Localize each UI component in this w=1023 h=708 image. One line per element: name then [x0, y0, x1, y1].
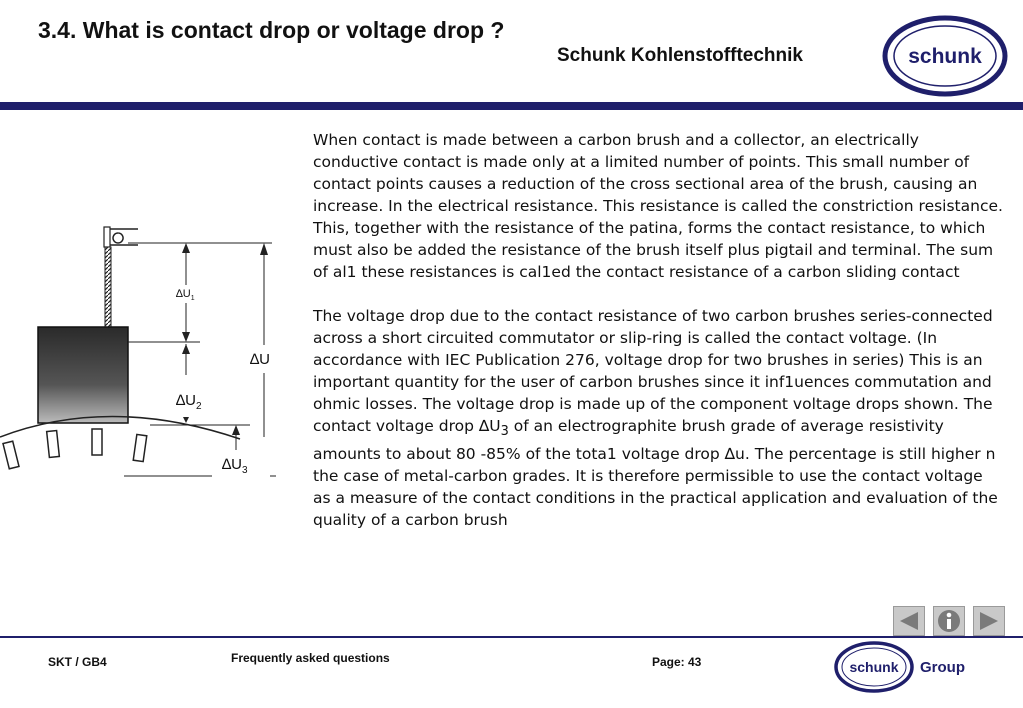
prev-button[interactable] — [893, 606, 925, 636]
page-number: Page: 43 — [652, 655, 702, 669]
schunk-logo — [880, 14, 1010, 98]
triangle-left-icon — [896, 610, 922, 632]
svg-text:∆U2 — [176, 392, 202, 412]
footer-divider — [0, 636, 1023, 638]
body-text — [313, 129, 1003, 531]
label-du3-sub: 3 — [242, 465, 248, 476]
label-du: ∆U — [250, 351, 271, 368]
svg-text:∆U1 — [176, 288, 195, 302]
label-du2: ∆U — [176, 392, 197, 409]
label-du2-sub: 2 — [196, 401, 202, 412]
info-icon — [936, 608, 962, 634]
triangle-right-icon — [976, 610, 1002, 632]
svg-text:∆U3 — [222, 456, 248, 476]
footer-center: Frequently asked questions — [231, 651, 390, 665]
label-du1-sub: 1 — [190, 295, 195, 302]
footer-logo-group: Group — [920, 659, 965, 676]
logo-text: schunk — [908, 45, 982, 68]
page-title: 3.4. What is contact drop or voltage drop ? — [38, 17, 505, 43]
paragraph-voltage-drop-b: of an electrographite brush grade of average resistivity amounts to about 80 -85% of the tota1 voltage drop ∆u. The percentage is still higher n the case of metal-carbon grades. It is therefore permissible to use the contact voltage as a measure of the contact conditions in the practical application and evaluation of the quality of a carbon brush — [313, 417, 998, 530]
label-du3: ∆U — [222, 456, 243, 473]
next-button[interactable] — [973, 606, 1005, 636]
paragraph-voltage-drop-a: The voltage drop due to the contact resistance of two carbon brushes series-connected across a short circuited commutator or slip-ring is called the contact voltage. (In accordance with IEC Publication 276, voltage drop for two brushes in series) This is an important quantity for the user of carbon brushes since it inf1uences commutation and ohmic losses. The voltage drop is made up of the component voltage drops shown. The contact voltage drop — [313, 307, 993, 435]
du3-symbol: ∆U — [478, 417, 501, 435]
footer-logo-text: schunk — [849, 659, 899, 675]
paragraph-contact-resistance: When contact is made between a carbon brush and a collector, an electrically conductive contact is made only at a limited number of points. This small number of contact points causes a reduction of the cross sectional area of the brush, causing an increase. In the electrical resistance. This resistance is called the constriction resistance. This, together with the resistance of the patina, forms the contact resistance, to which must also be added the resistance of the brush itself plus pigtail and terminal. The sum of al1 these resistances is cal1ed the contact resistance of a carbon sliding contact — [313, 131, 1003, 281]
footer-left: SKT / GB4 — [48, 655, 107, 669]
company-name: Schunk Kohlenstofftechnik — [557, 45, 803, 66]
info-button[interactable] — [933, 606, 965, 636]
voltage-drop-diagram — [0, 215, 300, 485]
schunk-group-logo — [832, 640, 982, 695]
label-du1: ∆U — [176, 288, 191, 300]
paragraph-voltage-drop — [313, 305, 1003, 531]
du3-subscript: 3 — [500, 424, 509, 440]
header-divider — [0, 102, 1023, 110]
